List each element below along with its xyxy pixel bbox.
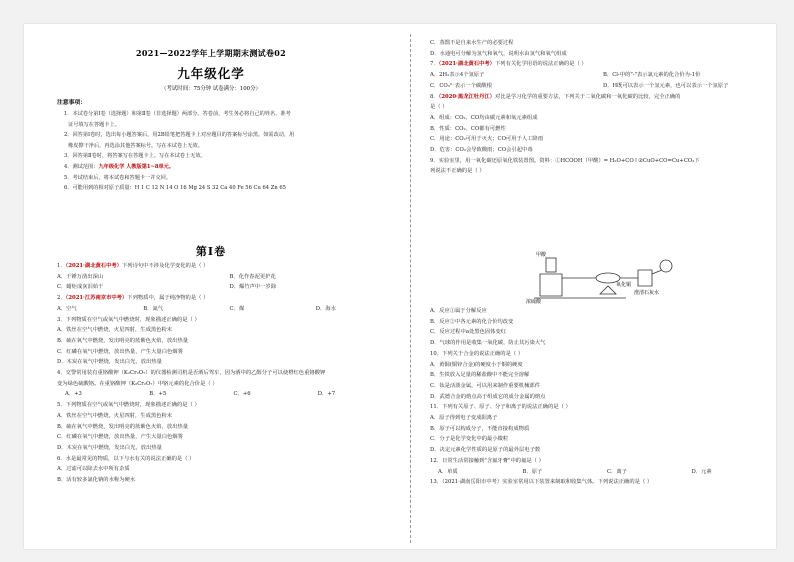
option: D．武德合金的熔点高于组成它的成分金属的熔点 — [430, 393, 546, 400]
question-6: 6．水是最常见的物质，以下与水有关的说法正确的是（ ） — [57, 455, 195, 462]
question-number: 7． — [430, 61, 439, 68]
option: B．原子 — [522, 468, 543, 475]
note-line: 2．回答第Ⅰ卷时，选出每小题答案后，用2B铅笔把答题卡上对应题目的答案标号涂黑。如需改动，用 — [64, 132, 295, 139]
option: B．+5 — [149, 391, 167, 398]
option: D．危害：CO₂会导致酸雨；CO会引起中毒 — [430, 147, 533, 154]
option: B．性质：CO₂、CO都有可燃性 — [430, 125, 506, 132]
option: A．单质 — [438, 468, 458, 475]
options-row — [430, 467, 776, 478]
questions-left — [57, 261, 402, 486]
option: B．原子可以构成分子，不能直接构成物质 — [430, 425, 530, 432]
question-5: 5．下列物质在空气或氧气中燃烧时，现象描述正确的是（ ） — [57, 402, 200, 409]
option: A．过滤可以除去水中所有杂质 — [57, 466, 130, 473]
option: C．离子 — [607, 468, 627, 475]
note-scope-label: 4．测试范围： — [64, 163, 99, 170]
question-9: 9．实验室里，用一氧化碳还原氧化铁装置图。资料：①HCOOH（甲酸）= H₂O+CO↑②CuO+CO=Cu+CO₂下 — [430, 157, 700, 164]
questions-right — [430, 38, 776, 177]
question-text: 下列有关化学用语的说法正确的是（ ） — [494, 61, 587, 68]
question-10: 10．下列关于合金的说法正确的是（ ） — [430, 350, 524, 357]
question-3: 3．下列物质在空气或氧气中燃烧时，现象描述正确的是（ ） — [57, 316, 200, 323]
option: A．空气 — [57, 305, 77, 312]
option: C．红磷在氧气中燃烧，放出热量，产生大量白色烟雾 — [57, 348, 183, 355]
subject-title: 九年级化学 — [177, 66, 245, 81]
option: A．铁丝在空气中燃烧，火星四射，生成黑色粉末 — [57, 412, 173, 419]
option: A．千锤万凿出深山 — [57, 273, 104, 280]
note-line: 3．回答第Ⅱ卷时，将答案写在答题卡上。写在本试卷上无效。 — [64, 153, 206, 160]
question-4: 4．交警常用装有重铬酸钾（K₂Cr₂O₇）的仪器检测司机是否酒后驾车，因为酒中的乙醇分子可以使橙红色重铬酸钾 — [57, 370, 326, 377]
note-line: 证号填写在答题卡上。 — [68, 121, 120, 128]
option: B．化作春泥更护花 — [229, 273, 276, 280]
option: C．CO₃²⁻表示一个碳酸根 — [430, 82, 492, 89]
note-line — [64, 162, 398, 173]
option: C．分子是化学变化中的最小微粒 — [430, 436, 509, 443]
question-number: 1． — [57, 263, 66, 269]
option: D．气球的作用是收集一氧化碳，防止其污染大气 — [430, 340, 546, 347]
note-line: 6．可能用到的相对原子质量：H 1 C 12 N 14 O 16 Mg 24 S 32 Ca 40 Fe 56 Cu 64 Zn 65 — [64, 185, 286, 192]
options-row — [57, 389, 402, 400]
note-line: 5．考试结束后，将本试卷和答题卡一并交回。 — [64, 174, 172, 181]
option: C．反应过程中a处黑色固体变红 — [430, 329, 507, 336]
option: C．蜡炬成灰泪始干 — [57, 284, 104, 291]
option: A．+3 — [65, 391, 82, 398]
formic-acid-funnel — [546, 258, 556, 272]
label-cuo: 氧化铜 — [616, 282, 632, 288]
question-source: （2021·江苏南京市中考） — [65, 295, 128, 302]
option: B．生铁放入足量的稀盐酸中不能完全溶解 — [430, 372, 530, 379]
option: C．蒸馏不是自来水生产的必要过程 — [430, 40, 514, 46]
option: D．爆竹声中一岁除 — [229, 284, 277, 291]
apparatus-diagram — [526, 248, 686, 304]
question-source: （2021·湖北黄石中考） — [65, 263, 122, 269]
option: B．氮气 — [143, 305, 164, 312]
option: B．活有较多氯化钠的水称为硬水 — [57, 477, 136, 484]
question-text: 对比是学习化学的重要方法，下列关于二氧化碳和一氧化碳的比较，完全正确的 — [494, 93, 681, 100]
burner — [600, 286, 616, 294]
options-row — [57, 282, 402, 293]
question-text: 下列物质中，属于纯净物的是（ ） — [127, 295, 209, 302]
question-13: 13．（2021·湖南岳阳市中考）实验室常用以下装置来制取和收集气体。下列说法正确的是（ ） — [430, 479, 653, 486]
exam-title: 2021—2022学年上学期期末测试卷02 — [136, 48, 286, 58]
notes-list — [64, 109, 398, 194]
right-column — [430, 24, 776, 549]
questions-right-2 — [430, 306, 776, 488]
option: C．用途：CO₂可用于灭火；CO可用于人工降雨 — [430, 136, 544, 143]
options-row — [57, 272, 402, 283]
question-number: 8． — [430, 93, 439, 100]
left-column — [24, 24, 398, 549]
option: B．硫在氧气中燃烧，发出明亮的蓝紫色火焰，放出热量 — [57, 423, 189, 430]
option: B．Cl-中的"-"表示氯元素的化合价为-1价 — [603, 72, 701, 79]
column-divider — [410, 34, 411, 543]
label-limewater: 澄清石灰水 — [634, 290, 660, 296]
section-title: 第Ⅰ卷 — [195, 245, 227, 258]
note-scope-highlight: 九年级化学 人教版第1~8单元。 — [98, 163, 175, 170]
label-sulfuric: 浓硫酸 — [526, 299, 542, 304]
option: C．红磷在氧气中燃烧，放出热量，产生大量白色烟雾 — [57, 434, 183, 441]
option: C．+6 — [233, 391, 251, 398]
notes-heading: 注意事项： — [57, 100, 86, 106]
label-formic: 甲酸 — [536, 252, 547, 258]
limewater-bottle — [638, 270, 652, 286]
option: D．元素 — [691, 468, 712, 475]
option: A．组成：CO₂、CO均由碳元素和氧元素组成 — [430, 114, 538, 121]
question-8-cont: 是（ ） — [430, 104, 448, 111]
option: A．2H₂表示4个氢原子 — [430, 72, 485, 79]
option: D．+7 — [317, 391, 336, 398]
option: A．铁丝在空气中燃烧，火星四射，生成黑色粉末 — [57, 327, 173, 334]
exam-info: （考试时间：75分钟 试卷满分：100分） — [161, 86, 261, 92]
question-number: 2． — [57, 295, 66, 302]
exam-page — [24, 24, 776, 549]
question-7 — [430, 59, 776, 70]
option: D．H既可以表示一个氢元素，也可以表示一个氢原子 — [603, 82, 729, 89]
question-4-cont: 变为绿色硫酸铬。在重铬酸钾（K₂Cr₂O₇）中铬元素的化合价是（ ） — [57, 380, 218, 387]
option: D．木炭在氧气中燃烧，发出白光，放出热量 — [57, 444, 162, 451]
option: B．反应②中各元素的化合价均改变 — [430, 318, 514, 325]
option: D．木炭在氧气中燃烧，发出白光，放出热量 — [57, 359, 162, 366]
flask — [540, 274, 562, 296]
question-8 — [430, 92, 776, 103]
question-9-cont: 列说法不正确的是（ ） — [430, 168, 485, 175]
option: C．钛是活泼金属，可以用来制作重要机械部件 — [430, 382, 540, 389]
option: C．煤 — [229, 305, 245, 312]
question-1 — [57, 261, 402, 272]
option: A．黄铜(铜锌合金)的硬度小于铜的硬度 — [430, 361, 523, 368]
option: D．决定元素化学性质的是原子的最外层电子数 — [430, 447, 541, 454]
question-11: 11．下列有关原子、原子、分子和离子的说法正确的是（ ） — [430, 404, 571, 411]
option: B．硫在氧气中燃烧，发出明亮的蓝紫色火焰，放出热量 — [57, 337, 189, 344]
option: D．水通电可分解为氢气和氧气，说明水由氢气和氧气组成 — [430, 50, 567, 57]
option: A．反应①属于分解反应 — [430, 308, 487, 314]
question-2 — [57, 293, 402, 304]
options-row — [430, 70, 776, 81]
question-source: （2020·黑龙江牡丹江） — [438, 93, 495, 100]
options-row — [57, 304, 402, 315]
note-line: 橡皮擦干净后，再选涂其他答案标号。写在本试卷上无效。 — [68, 142, 203, 149]
option: A．原子得到电子变成阳离子 — [430, 415, 498, 422]
options-row — [430, 81, 776, 92]
question-12: 12．日常生活常接触到"含氟牙膏"中的氟是（ ） — [430, 457, 544, 464]
question-text: 下列诗句中不涉及化学变化的是（ ） — [121, 263, 209, 269]
option: D．海水 — [315, 305, 336, 312]
note-line: 1．本试卷分第Ⅰ卷（选择题）和第Ⅱ卷（非选择题）两部分。答卷前，考生务必将自己的姓名、准考 — [64, 111, 291, 117]
question-source: （2021·湖北黄石中考） — [438, 61, 495, 68]
